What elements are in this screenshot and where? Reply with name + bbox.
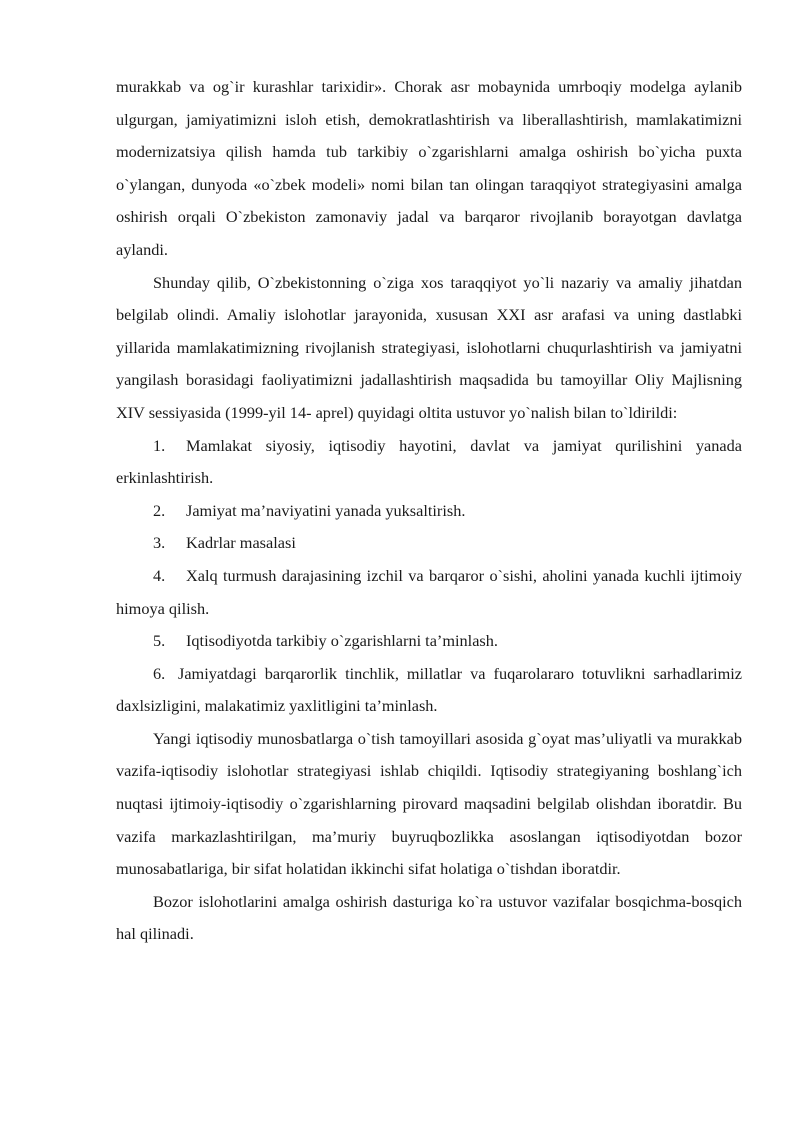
list-item-number: 3. <box>153 533 166 553</box>
list-item-number: 2. <box>153 500 166 520</box>
list-item-number: 5. <box>153 631 166 651</box>
list-item <box>116 430 742 495</box>
priority-list <box>116 430 742 723</box>
list-item <box>116 495 742 528</box>
list-item <box>116 527 742 560</box>
document-page <box>116 71 742 951</box>
list-item-text: Jamiyat ma’naviyatini yanada yuksaltirish. <box>186 500 466 520</box>
list-item <box>116 560 742 625</box>
list-item-text: Kadrlar masalasi <box>186 533 296 553</box>
list-item <box>116 658 742 723</box>
list-item-text: Mamlakat siyosiy, iqtisodiy hayotini, davlat va jamiyat qurilishini yanada erkinlashtirish. <box>116 435 742 488</box>
list-item-number: 1. <box>153 435 166 455</box>
paragraph-4: Bozor islohotlarini amalga oshirish dasturiga ko`ra ustuvor vazifalar bosqichma-bosqich hal qilinadi. <box>116 891 742 944</box>
list-item-text: Iqtisodiyotda tarkibiy o`zgarishlarni ta’minlash. <box>186 631 498 651</box>
paragraph-1: murakkab va og`ir kurashlar tarixidir». Chorak asr mobaynida umrboqiy modelga aylanib ulgurgan, jamiyatimizni isloh etish, demokratlashtirish va liberallashtirish, mamlakatimizni modernizatsiya qilish hamda tub tarkibiy o`zgarishlarni amalga oshirish bo`yicha puxta o`ylangan, dunyoda «o`zbek modeli» nomi bilan tan olingan taraqqiyot strategiyasini amalga oshirish orqali O`zbekiston zamonaviy jadal va barqaror rivojlanib borayotgan davlatga aylandi. <box>116 77 742 259</box>
list-item-text: Xalq turmush darajasining izchil va barqaror o`sishi, aholini yanada kuchli ijtimoiy himoya qilish. <box>116 565 742 618</box>
list-item-number: 6. <box>153 663 166 683</box>
list-item <box>116 625 742 658</box>
paragraph-3: Yangi iqtisodiy munosbatlarga o`tish tamoyillari asosida g`oyat mas’uliyatli va murakkab vazifa-iqtisodiy islohotlar strategiyasi ishlab chiqildi. Iqtisodiy strategiyaning boshlang`ich nuqtasi ijtimoiy-iqtisodiy o`zgarishlarning pirovard maqsadini belgilab olishdan iboratdir. Bu vazifa markazlashtirilgan, ma’muriy buyruqbozlikka asoslangan iqtisodiyotdan bozor munosabatlariga, bir sifat holatidan ikkinchi sifat holatiga o`tishdan iboratdir. <box>116 728 742 879</box>
paragraph-2: Shunday qilib, O`zbekistonning o`ziga xos taraqqiyot yo`li nazariy va amaliy jihatdan belgilab olindi. Amaliy islohotlar jarayonida, xususan XXI asr arafasi va uning dastlabki yillarida mamlakatimizning rivojlanish strategiyasi, islohotlarni chuqurlashtirish va jamiyatni yangilash borasidagi faoliyatimizni jadallashtirish maqsadida bu tamoyillar Oliy Majlisning XIV sessiyasida (1999-yil 14- aprel) quyidagi oltita ustuvor yo`nalish bilan to`ldirildi: <box>116 272 742 422</box>
list-item-text: Jamiyatdagi barqarorlik tinchlik, millatlar va fuqarolararo totuvlikni sarhadlarimiz daxlsizligini, malakatimiz yaxlitligini ta’minlash. <box>116 663 742 716</box>
list-item-number: 4. <box>153 565 166 585</box>
